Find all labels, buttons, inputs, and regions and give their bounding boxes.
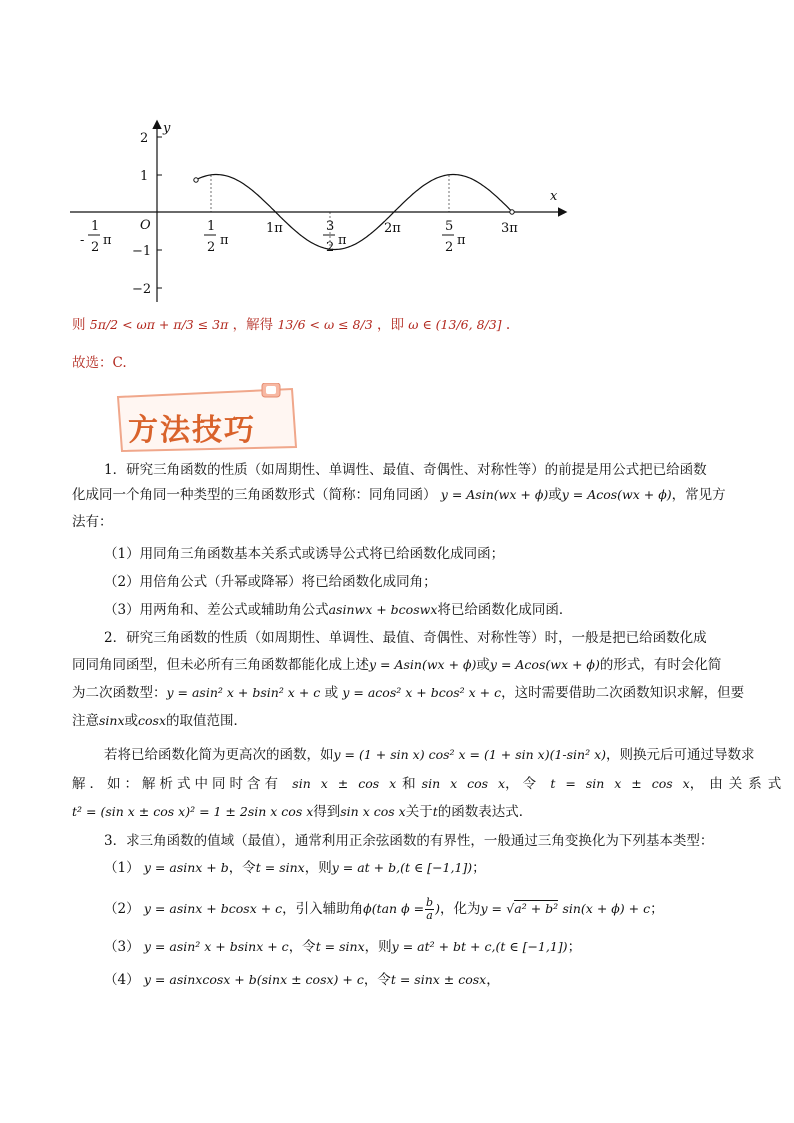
x-tick-1pi: 1π xyxy=(266,221,283,236)
p2-line2 xyxy=(72,655,721,675)
p2-line3-or: 或 xyxy=(324,685,339,701)
p3-line1-text-a: 若将已给函数化简为更高次的函数，如 xyxy=(104,747,334,763)
t2-frac-den: a xyxy=(426,909,433,922)
t2-math2a: ϕ(tan ϕ = xyxy=(363,901,425,916)
p3-line3-t: t xyxy=(432,804,438,819)
x-tick-neg-half-sign: - xyxy=(80,233,85,248)
t2-mid: ，引入辅助角 xyxy=(282,901,364,917)
p4-line1: 3．求三角函数的值域（最值），通常利用正余弦函数的有界性，一般通过三角变换化为下列基本类型： xyxy=(104,833,714,849)
y-tick-2: 2 xyxy=(140,131,149,146)
p2-line3 xyxy=(72,683,744,703)
t1-math3: y = at + b,(t ∈ [−1,1]) xyxy=(331,860,473,875)
t1-math1: y = asinx + b xyxy=(143,860,229,875)
p3-line3-text-a: 得到 xyxy=(313,804,341,820)
x-tick-neg-half-den: 2 xyxy=(91,240,100,255)
sine-graph xyxy=(60,112,580,312)
then-word: 则 xyxy=(72,317,86,333)
p3-line2-text-a: 解．如：解析式中同时含有 xyxy=(72,776,282,792)
p2-line3-math2: y = acos² x + bcos² x + c xyxy=(342,685,502,700)
p3-line2-and: 和 xyxy=(402,776,416,792)
p3-line2-math1: sin x ± cos x xyxy=(292,776,397,791)
x-tick-neg-half-pi: π xyxy=(103,233,112,248)
x-tick-half-den: 2 xyxy=(207,240,216,255)
p3-line3-math: t² = (sin x ± cos x)² = 1 ± 2sin x cos x xyxy=(72,804,314,819)
p3-line2-math2: sin x cos x xyxy=(421,776,506,791)
p2-line4-text-b: 的取值范围． xyxy=(166,713,248,729)
y-axis-label: y xyxy=(163,121,171,136)
t2-math1: y = asinx + bcosx + c xyxy=(143,901,283,916)
t2-to: ，化为 xyxy=(439,901,481,917)
x-tick-3pi: 3π xyxy=(501,221,518,236)
x-tick-half-pi: π xyxy=(220,233,229,248)
t1-end: ； xyxy=(472,860,486,876)
y-tick-1: 1 xyxy=(140,169,149,184)
p2-line2-text-b: 的形式，有时会化简 xyxy=(599,657,722,673)
x-tick-3half-den: 2 xyxy=(326,240,335,255)
t2-math2b: ) xyxy=(435,901,440,916)
t4-end: ， xyxy=(486,972,500,988)
p2-line2-math2: y = Acos(wx + ϕ) xyxy=(489,657,600,672)
inequality-1: 5π/2 < ωπ + π/3 ≤ 3π xyxy=(89,317,229,332)
graph-svg xyxy=(60,112,580,312)
p2-line4 xyxy=(72,711,247,731)
p3-line3-math2: sin x cos x xyxy=(340,804,406,819)
p1-line2-text-a: 化成同一个角同一种类型的三角函数形式（简称：同角同函） xyxy=(72,487,437,503)
therefore-word: ，即 xyxy=(376,317,404,333)
x-tick-3half-pi: π xyxy=(338,233,347,248)
t3-math2: t = sinx xyxy=(315,939,365,954)
t3-then: ，则 xyxy=(364,939,392,955)
p2-line3-text-a: 为二次函数型： xyxy=(72,685,167,701)
p3-line3 xyxy=(72,802,532,822)
t4-math1: y = asinxcosx + b(sinx ± cosx) + c xyxy=(143,972,364,987)
p1-line1: 1．研究三角函数的性质（如周期性、单调性、最值、奇偶性、对称性等）的前提是用公式把已给函数 xyxy=(104,462,707,478)
t1-math2: t = sinx xyxy=(255,860,305,875)
x-tick-5half-pi: π xyxy=(457,233,466,248)
p3-line2 xyxy=(72,774,787,794)
t3-math1: y = asin² x + bsinx + c xyxy=(143,939,289,954)
p3-line1-math: y = (1 + sin x) cos² x = (1 + sin x)(1-sin² x) xyxy=(333,747,607,762)
solve-word: ，解得 xyxy=(232,317,274,333)
p2-line2-text-a: 同同角同函型，但未必所有三角函数都能化成上述 xyxy=(72,657,369,673)
p1-line2 xyxy=(72,485,726,505)
t2-sqrt-body: a² + b² xyxy=(514,901,559,916)
x-tick-half-num: 1 xyxy=(207,219,216,234)
p2-line3-text-b: ，这时需要借助二次函数知识求解，但要 xyxy=(501,685,745,701)
type-2 xyxy=(104,897,664,922)
item-1: （1）用同角三角函数基本关系式或诱导公式将已给函数化成同函； xyxy=(104,546,505,562)
t1-then: ，则 xyxy=(304,860,332,876)
p3-line2-text-b: ，令 xyxy=(505,776,541,792)
p2-line4-math2: cosx xyxy=(138,713,167,728)
p1-line2-math1: y = Asin(wx + ϕ) xyxy=(440,487,549,502)
p2-line3-math1: y = asin² x + bsin² x + c xyxy=(166,685,321,700)
p3-line1 xyxy=(104,745,755,765)
p2-line4-text-a: 注意 xyxy=(72,713,99,729)
p3-line2-text-c: ，由关系式 xyxy=(689,776,788,792)
p1-line2-math2: y = Acos(wx + ϕ) xyxy=(561,487,672,502)
solution-line xyxy=(72,315,510,335)
item3-text-a: （3）用两角和、差公式或辅助角公式 xyxy=(104,602,329,618)
interval: ω ∈ (13/6, 8/3] xyxy=(408,317,502,332)
x-tick-5half-den: 2 xyxy=(445,240,454,255)
answer-line: 故选：C. xyxy=(72,355,127,371)
t3-label: （3） xyxy=(104,939,140,955)
t4-sep: ，令 xyxy=(363,972,391,988)
inequality-2: 13/6 < ω ≤ 8/3 xyxy=(277,317,373,332)
x-tick-3half-num: 3 xyxy=(326,219,335,234)
p2-line2-or: 或 xyxy=(476,657,490,673)
solution-period: . xyxy=(505,317,511,333)
t2-sqrt: √a² + b² xyxy=(506,901,559,916)
t2-math3a: y = xyxy=(480,901,502,916)
t2-frac-num: b xyxy=(426,896,434,909)
p3-line1-text-b: ，则换元后可通过导数求 xyxy=(606,747,755,763)
t4-math2: t = sinx ± cosx xyxy=(390,972,487,987)
p1-line2-or: 或 xyxy=(548,487,562,503)
x-tick-neg-half-num: 1 xyxy=(91,219,100,234)
p2-line4-math1: sinx xyxy=(99,713,125,728)
t3-math3: y = at² + bt + c,(t ∈ [−1,1]) xyxy=(391,939,568,954)
t1-sep: ，令 xyxy=(228,860,256,876)
t2-math3b: sin(x + ϕ) + c xyxy=(562,901,651,916)
curve-start-point xyxy=(194,178,198,182)
p3-line2-math3: t = sin x ± cos x xyxy=(550,776,690,791)
item3-math: asinwx + bcoswx xyxy=(328,602,438,617)
t2-label: （2） xyxy=(104,901,140,917)
y-tick-neg1: −1 xyxy=(132,244,152,259)
t3-end: ； xyxy=(567,939,582,955)
p2-line1: 2．研究三角函数的性质（如周期性、单调性、最值、奇偶性、对称性等）时，一般是把已给函数化成 xyxy=(104,630,707,646)
item-3 xyxy=(104,600,572,620)
type-3 xyxy=(104,937,581,957)
banner-title: 方法技巧 xyxy=(128,413,256,448)
x-axis-label: x xyxy=(550,189,558,204)
item3-text-b: 将已给函数化成同函． xyxy=(437,602,573,618)
p2-line4-or: 或 xyxy=(124,713,139,729)
origin-label: O xyxy=(140,218,151,233)
type-1 xyxy=(104,858,486,878)
p3-line3-text-b: 关于 xyxy=(405,804,433,820)
item-2: （2）用倍角公式（升幂或降幂）将已给函数化成同角； xyxy=(104,574,437,590)
x-tick-5half-num: 5 xyxy=(445,219,454,234)
p2-line2-math1: y = Asin(wx + ϕ) xyxy=(369,657,477,672)
p3-line3-text-c: 的函数表达式． xyxy=(437,804,533,820)
t2-fraction xyxy=(425,897,434,922)
type-4 xyxy=(104,970,500,990)
curve-end-point xyxy=(510,210,514,214)
t2-end: ； xyxy=(650,901,664,917)
t3-sep: ，令 xyxy=(288,939,316,955)
y-tick-neg2: −2 xyxy=(132,282,152,297)
t4-label: （4） xyxy=(104,972,140,988)
p1-line2-text-b: ，常见方 xyxy=(671,487,726,503)
x-tick-2pi: 2π xyxy=(384,221,401,236)
p1-line3: 法有： xyxy=(72,514,113,530)
t1-label: （1） xyxy=(104,860,140,876)
